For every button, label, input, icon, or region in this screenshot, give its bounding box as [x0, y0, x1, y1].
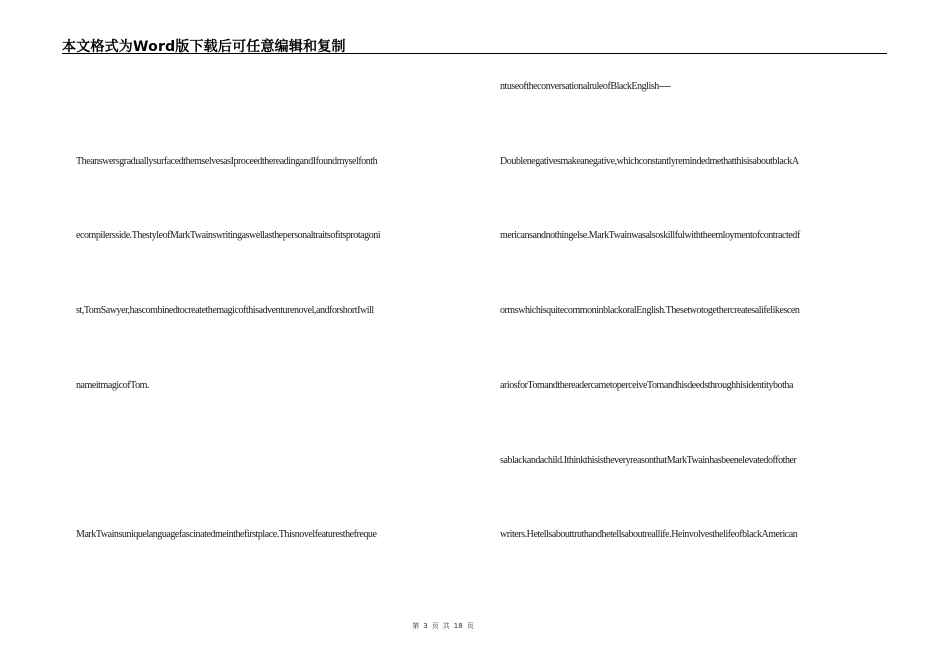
right-text-line: writers.Hetellsabouttruthandhetellsaboutreallife.HeinvolvesthelifeofblackAmerican [500, 529, 798, 540]
footer-total-unit: 页 [466, 622, 474, 630]
left-text-line: ecompilersside.ThestyleofMarkTwainswritingaswellasthepersonaltraitsofitsprotagoni [76, 230, 381, 241]
right-text-line: ntuseoftheconversationalruleofBlackEnglish---- [500, 81, 671, 92]
footer-page-prefix: 第 [412, 622, 420, 630]
right-text-line: mericansandnothingelse.MarkTwainwasalsoskillfulwiththeemloymentofcontractedf [500, 230, 800, 241]
left-text-line: st,TomSawyer,hascombinedtocreatethemagicofthisadventurenovel,andforshortIwill [76, 305, 374, 316]
footer-page-unit: 页 [431, 622, 439, 630]
header-title: 本文格式为Word版下载后可任意编辑和复制 [62, 39, 346, 55]
footer-current-page: 3 [423, 622, 428, 630]
left-text-line: TheanswersgraduallysurfacedthemselvesasIproceedthereadingandIfoundmyselfonth [76, 156, 378, 167]
right-text-line: sablackandachild.IthinkthisistheveryreasonthatMarkTwainhasbeenelevatedoffother [500, 455, 797, 466]
left-text-line: nameitmagicofTom. [76, 380, 150, 391]
left-text-line: MarkTwainsuniquelanguagefascinatedmeinthefirstplace.Thisnovelfeaturesthefreque [76, 529, 377, 540]
footer-total-prefix: 共 [442, 622, 450, 630]
header-divider [62, 53, 887, 54]
right-text-line: ariosforTomandthereadercametoperceiveTomandhisdeedsthroughhisidentitybotha [500, 380, 793, 391]
right-text-line: ormswhichisquitecommoninblackoralEnglish.Thesetwotogethercreatesalifelikescen [500, 305, 800, 316]
page-footer [0, 621, 886, 631]
footer-total-pages: 18 [453, 622, 463, 630]
right-text-line: Doublenegativesmakeanegative,whichconstantlyremindedmethatthisisaboutblackA [500, 156, 799, 167]
